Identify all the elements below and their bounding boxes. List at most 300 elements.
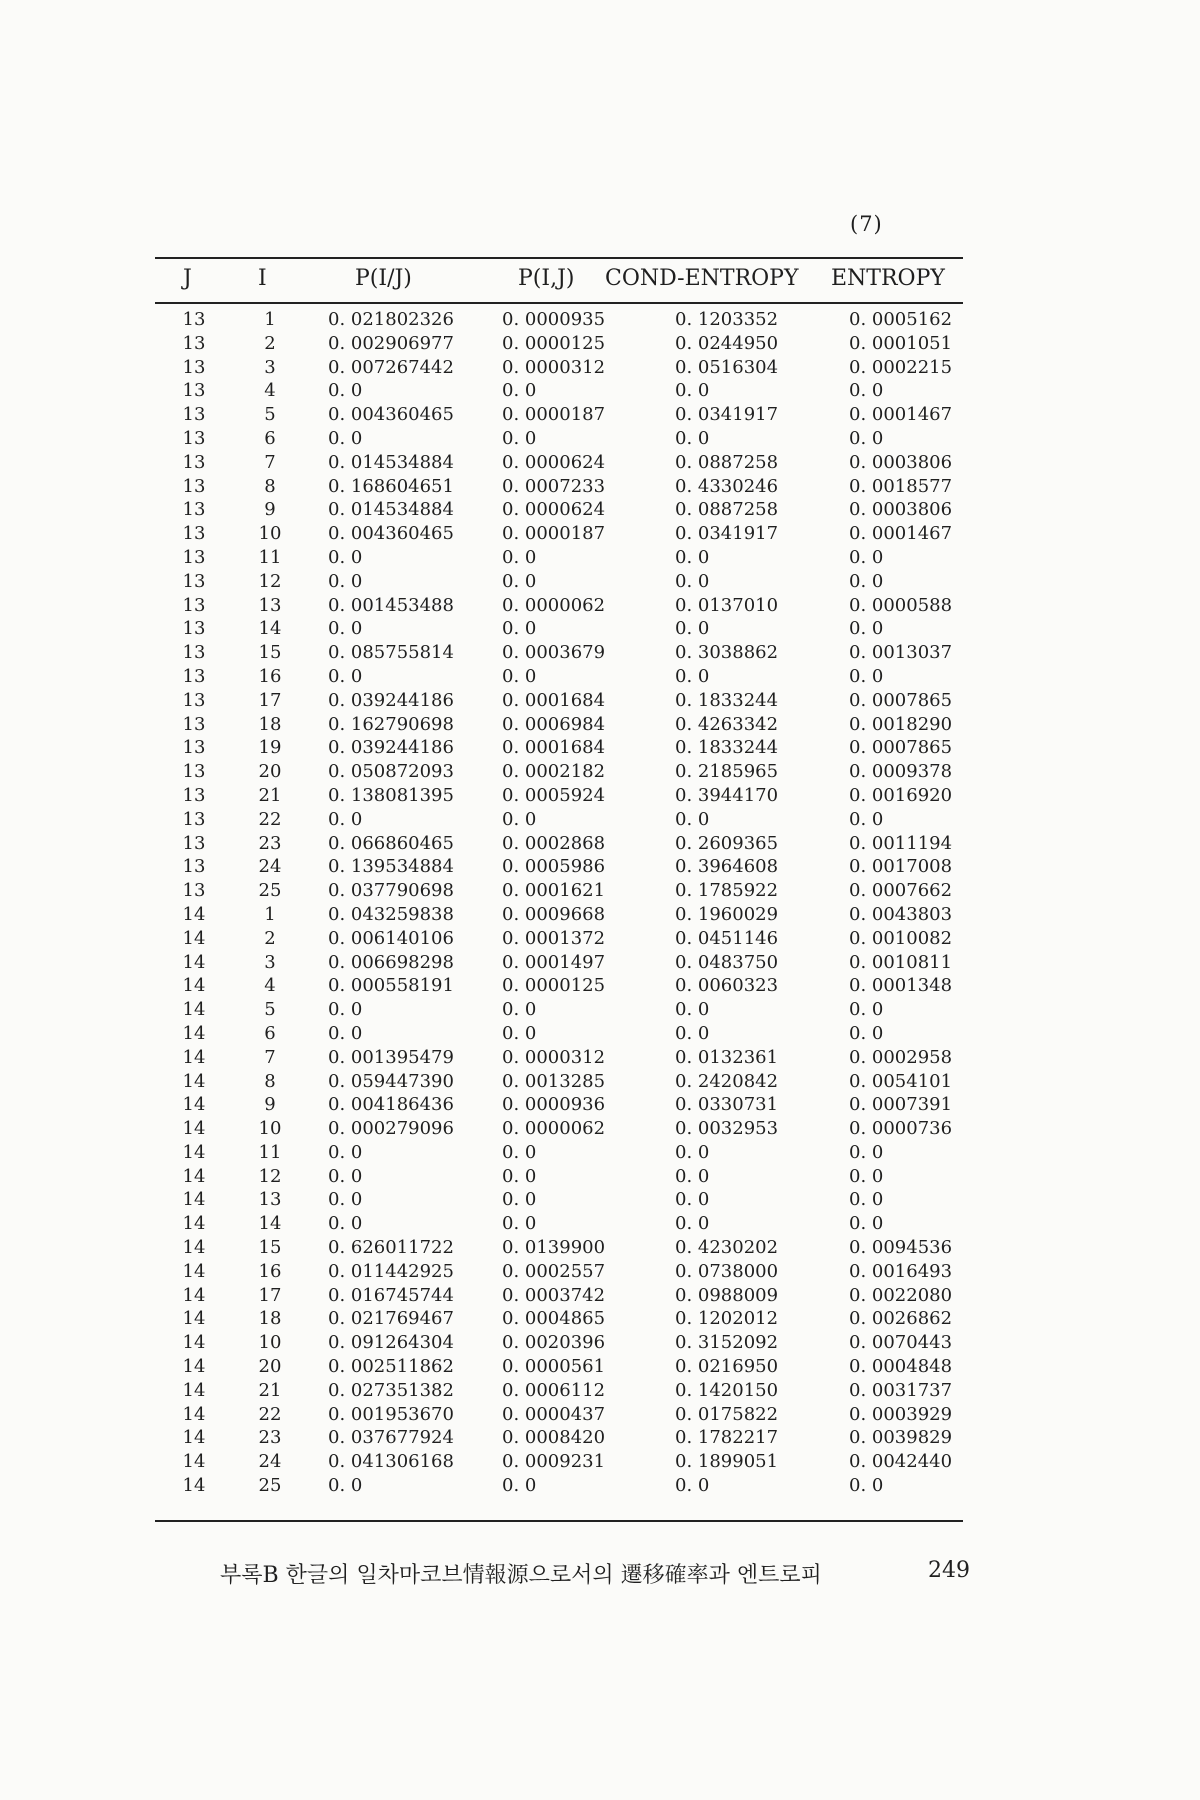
cell-j: 14 (182, 1022, 206, 1044)
cell-cond-entropy: 0. 4330246 (675, 475, 779, 497)
cell-i: 11 (258, 546, 282, 568)
cell-p-i-given-j: 0. 027351382 (328, 1379, 454, 1401)
table-row (155, 475, 963, 499)
cell-entropy: 0. 0003806 (849, 499, 953, 521)
cell-p-i-given-j: 0. 0 (328, 1213, 363, 1235)
cell-p-i-given-j: 0. 085755814 (328, 642, 454, 664)
cell-cond-entropy: 0. 0 (675, 665, 710, 687)
footer-title: 부록B 한글의 일차마코브情報源으로서의 遷移確率과 엔트로피 (220, 1563, 822, 1588)
cell-entropy: 0. 0039829 (849, 1427, 953, 1449)
table-row (155, 1355, 963, 1379)
cell-cond-entropy: 0. 0175822 (675, 1403, 779, 1425)
table-row (155, 1307, 963, 1331)
cell-p-i-j: 0. 0001497 (502, 951, 606, 973)
cell-j: 14 (182, 1046, 206, 1068)
cell-i: 10 (258, 523, 282, 545)
cell-p-i-given-j: 0. 037790698 (328, 880, 454, 902)
cell-cond-entropy: 0. 0060323 (675, 975, 779, 997)
cell-p-i-j: 0. 0009668 (502, 903, 606, 925)
cell-j: 13 (182, 404, 206, 426)
cell-cond-entropy: 0. 0 (675, 1165, 710, 1187)
cell-i: 20 (258, 761, 282, 783)
table-row (155, 832, 963, 856)
header-p-i-j: P(I,J) (518, 266, 575, 291)
cell-i: 14 (258, 1213, 282, 1235)
cell-entropy: 0. 0007865 (849, 689, 953, 711)
table-row (155, 736, 963, 760)
cell-p-i-j: 0. 0 (502, 1475, 537, 1497)
cell-entropy: 0. 0001467 (849, 523, 953, 545)
cell-p-i-given-j: 0. 002511862 (328, 1356, 454, 1378)
cell-i: 5 (264, 999, 276, 1021)
table-row (155, 1379, 963, 1403)
cell-cond-entropy: 0. 0 (675, 1213, 710, 1235)
cell-i: 17 (258, 1284, 282, 1306)
cell-j: 14 (182, 1118, 206, 1140)
cell-p-i-given-j: 0. 004186436 (328, 1094, 454, 1116)
cell-j: 13 (182, 832, 206, 854)
cell-p-i-j: 0. 0000936 (502, 1094, 606, 1116)
cell-j: 13 (182, 451, 206, 473)
cell-i: 8 (264, 1070, 276, 1092)
table-row (155, 879, 963, 903)
cell-p-i-j: 0. 0 (502, 999, 537, 1021)
table-row (155, 451, 963, 475)
cell-j: 14 (182, 1308, 206, 1330)
cell-entropy: 0. 0007391 (849, 1094, 953, 1116)
cell-p-i-j: 0. 0 (502, 546, 537, 568)
cell-cond-entropy: 0. 2420842 (675, 1070, 779, 1092)
cell-j: 14 (182, 1379, 206, 1401)
cell-p-i-given-j: 0. 004360465 (328, 404, 454, 426)
cell-entropy: 0. 0000588 (849, 594, 953, 616)
cell-cond-entropy: 0. 0516304 (675, 356, 779, 378)
cell-entropy: 0. 0 (849, 665, 884, 687)
cell-p-i-j: 0. 0007233 (502, 475, 606, 497)
cell-j: 13 (182, 309, 206, 330)
cell-j: 14 (182, 927, 206, 949)
cell-p-i-given-j: 0. 0 (328, 618, 363, 640)
cell-cond-entropy: 0. 1833244 (675, 737, 779, 759)
table-row (155, 1236, 963, 1260)
cell-i: 15 (258, 642, 282, 664)
cell-cond-entropy: 0. 0 (675, 1022, 710, 1044)
header-entropy: ENTROPY (831, 266, 945, 291)
cell-i: 2 (264, 927, 276, 949)
cell-j: 14 (182, 1356, 206, 1378)
table-row (155, 641, 963, 665)
cell-cond-entropy: 0. 0 (675, 618, 710, 640)
cell-entropy: 0. 0 (849, 1165, 884, 1187)
cell-p-i-j: 0. 0 (502, 1165, 537, 1187)
cell-i: 10 (258, 1118, 282, 1140)
cell-i: 4 (264, 380, 276, 402)
cell-entropy: 0. 0009378 (849, 761, 953, 783)
cell-j: 14 (182, 903, 206, 925)
cell-p-i-j: 0. 0002557 (502, 1260, 606, 1282)
table-row (155, 570, 963, 594)
cell-cond-entropy: 0. 3152092 (675, 1332, 779, 1354)
cell-j: 14 (182, 975, 206, 997)
cell-cond-entropy: 0. 0988009 (675, 1284, 779, 1306)
cell-p-i-j: 0. 0008420 (502, 1427, 606, 1449)
cell-entropy: 0. 0016920 (849, 784, 953, 806)
table-row (155, 1474, 963, 1498)
cell-cond-entropy: 0. 0216950 (675, 1356, 779, 1378)
cell-i: 10 (258, 1332, 282, 1354)
cell-j: 14 (182, 1094, 206, 1116)
table-row (155, 1260, 963, 1284)
cell-j: 13 (182, 475, 206, 497)
cell-entropy: 0. 0 (849, 1475, 884, 1497)
cell-p-i-given-j: 0. 021802326 (328, 309, 454, 330)
table-row (155, 617, 963, 641)
cell-i: 6 (264, 427, 276, 449)
cell-entropy: 0. 0042440 (849, 1451, 953, 1473)
footer-page-number: 249 (928, 1558, 970, 1583)
cell-p-i-given-j: 0. 0 (328, 570, 363, 592)
cell-entropy: 0. 0 (849, 1022, 884, 1044)
cell-p-i-j: 0. 0 (502, 380, 537, 402)
cell-entropy: 0. 0070443 (849, 1332, 953, 1354)
cell-i: 21 (258, 784, 282, 806)
cell-cond-entropy: 0. 4230202 (675, 1237, 779, 1259)
cell-j: 14 (182, 1427, 206, 1449)
cell-p-i-given-j: 0. 043259838 (328, 903, 454, 925)
cell-i: 24 (258, 856, 282, 878)
cell-cond-entropy: 0. 0 (675, 427, 710, 449)
cell-p-i-j: 0. 0 (502, 570, 537, 592)
cell-p-i-given-j: 0. 059447390 (328, 1070, 454, 1092)
cell-p-i-given-j: 0. 0 (328, 1165, 363, 1187)
cell-i: 14 (258, 618, 282, 640)
cell-entropy: 0. 0001467 (849, 404, 953, 426)
cell-cond-entropy: 0. 0330731 (675, 1094, 779, 1116)
table-row (155, 1070, 963, 1094)
cell-cond-entropy: 0. 0 (675, 570, 710, 592)
cell-cond-entropy: 0. 1420150 (675, 1379, 779, 1401)
cell-p-i-j: 0. 0 (502, 1189, 537, 1211)
cell-p-i-j: 0. 0000312 (502, 1046, 606, 1068)
cell-i: 17 (258, 689, 282, 711)
cell-j: 14 (182, 1332, 206, 1354)
cell-j: 13 (182, 761, 206, 783)
cell-p-i-given-j: 0. 007267442 (328, 356, 454, 378)
table-row (155, 1141, 963, 1165)
page-footer (220, 1558, 970, 1589)
cell-entropy: 0. 0013037 (849, 642, 953, 664)
cell-j: 13 (182, 570, 206, 592)
cell-p-i-j: 0. 0 (502, 665, 537, 687)
cell-p-i-j: 0. 0000062 (502, 1118, 606, 1140)
cell-j: 14 (182, 1189, 206, 1211)
table-row (155, 1188, 963, 1212)
table-row (155, 1046, 963, 1070)
cell-p-i-given-j: 0. 014534884 (328, 451, 454, 473)
table-row (155, 689, 963, 713)
cell-j: 14 (182, 1475, 206, 1497)
cell-j: 13 (182, 808, 206, 830)
cell-entropy: 0. 0 (849, 808, 884, 830)
cell-entropy: 0. 0 (849, 1213, 884, 1235)
header-p-i-given-j: P(I/J) (355, 266, 412, 291)
table-row (155, 665, 963, 689)
cell-i: 1 (264, 903, 276, 925)
table-header-rule (155, 302, 963, 304)
cell-i: 24 (258, 1451, 282, 1473)
cell-entropy: 0. 0 (849, 546, 884, 568)
cell-p-i-given-j: 0. 000279096 (328, 1118, 454, 1140)
table-row (155, 1093, 963, 1117)
cell-cond-entropy: 0. 0132361 (675, 1046, 779, 1068)
table-row (155, 855, 963, 879)
cell-p-i-given-j: 0. 001953670 (328, 1403, 454, 1425)
cell-entropy: 0. 0002958 (849, 1046, 953, 1068)
cell-entropy: 0. 0000736 (849, 1118, 953, 1140)
cell-cond-entropy: 0. 1785922 (675, 880, 779, 902)
cell-p-i-given-j: 0. 0 (328, 380, 363, 402)
table-row (155, 713, 963, 737)
cell-p-i-given-j: 0. 0 (328, 1189, 363, 1211)
cell-cond-entropy: 0. 0483750 (675, 951, 779, 973)
cell-i: 8 (264, 475, 276, 497)
cell-j: 13 (182, 737, 206, 759)
cell-p-i-j: 0. 0005986 (502, 856, 606, 878)
table-row (155, 1331, 963, 1355)
cell-p-i-given-j: 0. 011442925 (328, 1260, 454, 1282)
table-row (155, 760, 963, 784)
cell-i: 22 (258, 808, 282, 830)
cell-p-i-given-j: 0. 006140106 (328, 927, 454, 949)
table-row (155, 927, 963, 951)
cell-entropy: 0. 0022080 (849, 1284, 953, 1306)
cell-i: 6 (264, 1022, 276, 1044)
cell-cond-entropy: 0. 0 (675, 380, 710, 402)
cell-p-i-given-j: 0. 002906977 (328, 332, 454, 354)
cell-j: 13 (182, 523, 206, 545)
cell-entropy: 0. 0031737 (849, 1379, 953, 1401)
cell-p-i-j: 0. 0000125 (502, 332, 606, 354)
cell-p-i-given-j: 0. 0 (328, 665, 363, 687)
cell-p-i-given-j: 0. 0 (328, 999, 363, 1021)
cell-cond-entropy: 0. 0 (675, 1475, 710, 1497)
cell-p-i-given-j: 0. 006698298 (328, 951, 454, 973)
cell-j: 13 (182, 713, 206, 735)
table-row (155, 403, 963, 427)
cell-p-i-j: 0. 0 (502, 618, 537, 640)
cell-j: 14 (182, 951, 206, 973)
cell-j: 13 (182, 332, 206, 354)
cell-p-i-j: 0. 0013285 (502, 1070, 606, 1092)
cell-p-i-j: 0. 0001372 (502, 927, 606, 949)
cell-p-i-given-j: 0. 004360465 (328, 523, 454, 545)
cell-j: 13 (182, 427, 206, 449)
cell-p-i-given-j: 0. 168604651 (328, 475, 454, 497)
cell-p-i-given-j: 0. 021769467 (328, 1308, 454, 1330)
cell-cond-entropy: 0. 3964608 (675, 856, 779, 878)
cell-p-i-given-j: 0. 000558191 (328, 975, 454, 997)
cell-cond-entropy: 0. 2185965 (675, 761, 779, 783)
cell-entropy: 0. 0001051 (849, 332, 953, 354)
cell-cond-entropy: 0. 0887258 (675, 451, 779, 473)
cell-entropy: 0. 0 (849, 427, 884, 449)
cell-i: 22 (258, 1403, 282, 1425)
cell-i: 13 (258, 1189, 282, 1211)
cell-p-i-given-j: 0. 162790698 (328, 713, 454, 735)
cell-p-i-j: 0. 0000187 (502, 404, 606, 426)
cell-p-i-given-j: 0. 039244186 (328, 737, 454, 759)
cell-j: 13 (182, 618, 206, 640)
cell-i: 11 (258, 1141, 282, 1163)
cell-cond-entropy: 0. 1782217 (675, 1427, 779, 1449)
cell-entropy: 0. 0001348 (849, 975, 953, 997)
cell-j: 14 (182, 1403, 206, 1425)
cell-cond-entropy: 0. 1202012 (675, 1308, 779, 1330)
cell-p-i-j: 0. 0000561 (502, 1356, 606, 1378)
cell-p-i-j: 0. 0002868 (502, 832, 606, 854)
cell-p-i-j: 0. 0 (502, 1022, 537, 1044)
cell-j: 13 (182, 665, 206, 687)
cell-entropy: 0. 0005162 (849, 309, 953, 330)
cell-p-i-given-j: 0. 001395479 (328, 1046, 454, 1068)
cell-i: 19 (258, 737, 282, 759)
cell-cond-entropy: 0. 0137010 (675, 594, 779, 616)
cell-p-i-j: 0. 0 (502, 427, 537, 449)
cell-j: 13 (182, 642, 206, 664)
cell-i: 3 (264, 951, 276, 973)
cell-cond-entropy: 0. 3944170 (675, 784, 779, 806)
cell-j: 14 (182, 1237, 206, 1259)
table-row (155, 522, 963, 546)
cell-p-i-j: 0. 0000437 (502, 1403, 606, 1425)
table-row (155, 1450, 963, 1474)
cell-cond-entropy: 0. 0 (675, 1141, 710, 1163)
table-row (155, 784, 963, 808)
table-row (155, 974, 963, 998)
cell-p-i-given-j: 0. 626011722 (328, 1237, 454, 1259)
cell-cond-entropy: 0. 0032953 (675, 1118, 779, 1140)
cell-entropy: 0. 0011194 (849, 832, 953, 854)
cell-i: 4 (264, 975, 276, 997)
cell-i: 18 (258, 713, 282, 735)
cell-p-i-j: 0. 0001684 (502, 689, 606, 711)
cell-entropy: 0. 0016493 (849, 1260, 953, 1282)
cell-entropy: 0. 0 (849, 999, 884, 1021)
cell-p-i-j: 0. 0000312 (502, 356, 606, 378)
table-row (155, 498, 963, 522)
cell-i: 7 (264, 451, 276, 473)
cell-p-i-j: 0. 0003679 (502, 642, 606, 664)
cell-p-i-j: 0. 0000624 (502, 451, 606, 473)
cell-i: 1 (264, 309, 276, 330)
cell-p-i-j: 0. 0000062 (502, 594, 606, 616)
cell-p-i-j: 0. 0 (502, 808, 537, 830)
cell-cond-entropy: 0. 2609365 (675, 832, 779, 854)
cell-i: 23 (258, 1427, 282, 1449)
cell-entropy: 0. 0007662 (849, 880, 953, 902)
table-row (155, 427, 963, 451)
cell-cond-entropy: 0. 0887258 (675, 499, 779, 521)
cell-entropy: 0. 0004848 (849, 1356, 953, 1378)
cell-cond-entropy: 0. 4263342 (675, 713, 779, 735)
cell-cond-entropy: 0. 3038862 (675, 642, 779, 664)
cell-entropy: 0. 0017008 (849, 856, 953, 878)
cell-entropy: 0. 0010811 (849, 951, 953, 973)
cell-p-i-j: 0. 0003742 (502, 1284, 606, 1306)
cell-p-i-j: 0. 0001684 (502, 737, 606, 759)
cell-entropy: 0. 0003806 (849, 451, 953, 473)
cell-cond-entropy: 0. 1203352 (675, 309, 779, 330)
cell-j: 13 (182, 689, 206, 711)
cell-p-i-j: 0. 0005924 (502, 784, 606, 806)
cell-j: 13 (182, 499, 206, 521)
cell-entropy: 0. 0 (849, 618, 884, 640)
cell-p-i-j: 0. 0020396 (502, 1332, 606, 1354)
cell-j: 13 (182, 546, 206, 568)
cell-j: 13 (182, 856, 206, 878)
table-header (155, 262, 963, 302)
cell-p-i-given-j: 0. 0 (328, 546, 363, 568)
table-body (155, 308, 963, 1498)
cell-j: 13 (182, 380, 206, 402)
cell-entropy: 0. 0026862 (849, 1308, 953, 1330)
cell-cond-entropy: 0. 0 (675, 1189, 710, 1211)
cell-p-i-j: 0. 0009231 (502, 1451, 606, 1473)
header-cond-entropy: COND-ENTROPY (605, 266, 799, 291)
table-top-rule (155, 257, 963, 259)
cell-p-i-given-j: 0. 0 (328, 427, 363, 449)
cell-entropy: 0. 0 (849, 380, 884, 402)
cell-cond-entropy: 0. 0 (675, 546, 710, 568)
table-row (155, 1403, 963, 1427)
table-row (155, 356, 963, 380)
cell-p-i-given-j: 0. 001453488 (328, 594, 454, 616)
cell-cond-entropy: 0. 0 (675, 999, 710, 1021)
table-row (155, 951, 963, 975)
cell-i: 7 (264, 1046, 276, 1068)
cell-j: 14 (182, 1141, 206, 1163)
cell-p-i-given-j: 0. 091264304 (328, 1332, 454, 1354)
cell-entropy: 0. 0 (849, 1189, 884, 1211)
page-number: (7) (850, 212, 883, 236)
table-row (155, 903, 963, 927)
cell-i: 12 (258, 570, 282, 592)
cell-p-i-given-j: 0. 039244186 (328, 689, 454, 711)
cell-p-i-j: 0. 0000935 (502, 309, 606, 330)
table-row (155, 1022, 963, 1046)
cell-entropy: 0. 0018290 (849, 713, 953, 735)
cell-j: 14 (182, 1165, 206, 1187)
cell-p-i-given-j: 0. 139534884 (328, 856, 454, 878)
cell-entropy: 0. 0002215 (849, 356, 953, 378)
cell-i: 16 (258, 1260, 282, 1282)
cell-p-i-given-j: 0. 050872093 (328, 761, 454, 783)
cell-i: 25 (258, 880, 282, 902)
cell-entropy: 0. 0018577 (849, 475, 953, 497)
cell-j: 13 (182, 880, 206, 902)
cell-j: 14 (182, 999, 206, 1021)
cell-i: 9 (264, 1094, 276, 1116)
cell-i: 21 (258, 1379, 282, 1401)
cell-i: 25 (258, 1475, 282, 1497)
cell-i: 13 (258, 594, 282, 616)
cell-p-i-j: 0. 0002182 (502, 761, 606, 783)
cell-i: 20 (258, 1356, 282, 1378)
cell-p-i-j: 0. 0139900 (502, 1237, 606, 1259)
cell-entropy: 0. 0007865 (849, 737, 953, 759)
cell-j: 14 (182, 1070, 206, 1092)
table-row (155, 1117, 963, 1141)
